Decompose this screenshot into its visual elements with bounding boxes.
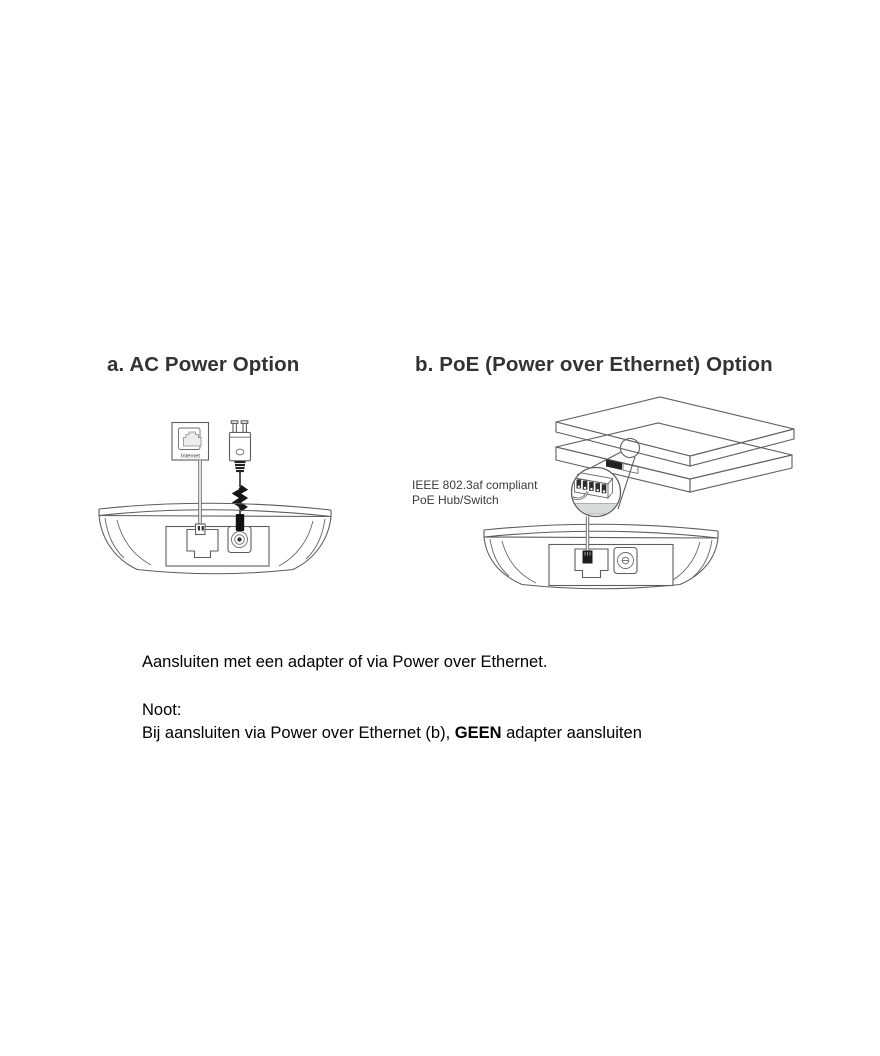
note-text-pre: Bij aansluiten via Power over Ethernet (b), — [142, 723, 455, 742]
heading-ac-power-option: a. AC Power Option — [107, 353, 300, 376]
ac-adapter — [230, 421, 251, 514]
wall-jack — [172, 423, 209, 461]
device-rear-b — [484, 524, 718, 589]
intro-text: Aansluiten met een adapter of via Power over Ethernet. — [142, 653, 548, 671]
poe-diagram — [400, 388, 800, 600]
note-text-bold: GEEN — [454, 723, 502, 742]
note-text — [142, 722, 642, 745]
note-label: Noot: — [142, 701, 182, 719]
wall-jack-label: Internet — [181, 453, 200, 460]
adapter-cable-twist — [237, 487, 244, 510]
rear-panel-b — [549, 545, 673, 586]
note-block — [142, 699, 642, 744]
poe-label-line2: PoE Hub/Switch — [412, 493, 499, 507]
dc-power-jack-b — [614, 548, 637, 574]
heading-poe-option: b. PoE (Power over Ethernet) Option — [415, 353, 773, 376]
poe-label-line1: IEEE 802.3af compliant — [412, 478, 538, 492]
dc-plug-a — [236, 514, 244, 531]
adapter-strain-relief — [235, 461, 246, 472]
poe-switch-label — [412, 478, 538, 507]
ac-power-diagram — [90, 395, 340, 600]
magnifier-lens — [568, 468, 624, 517]
note-text-post: adapter aansluiten — [501, 723, 642, 742]
device-rear-a — [99, 503, 331, 574]
